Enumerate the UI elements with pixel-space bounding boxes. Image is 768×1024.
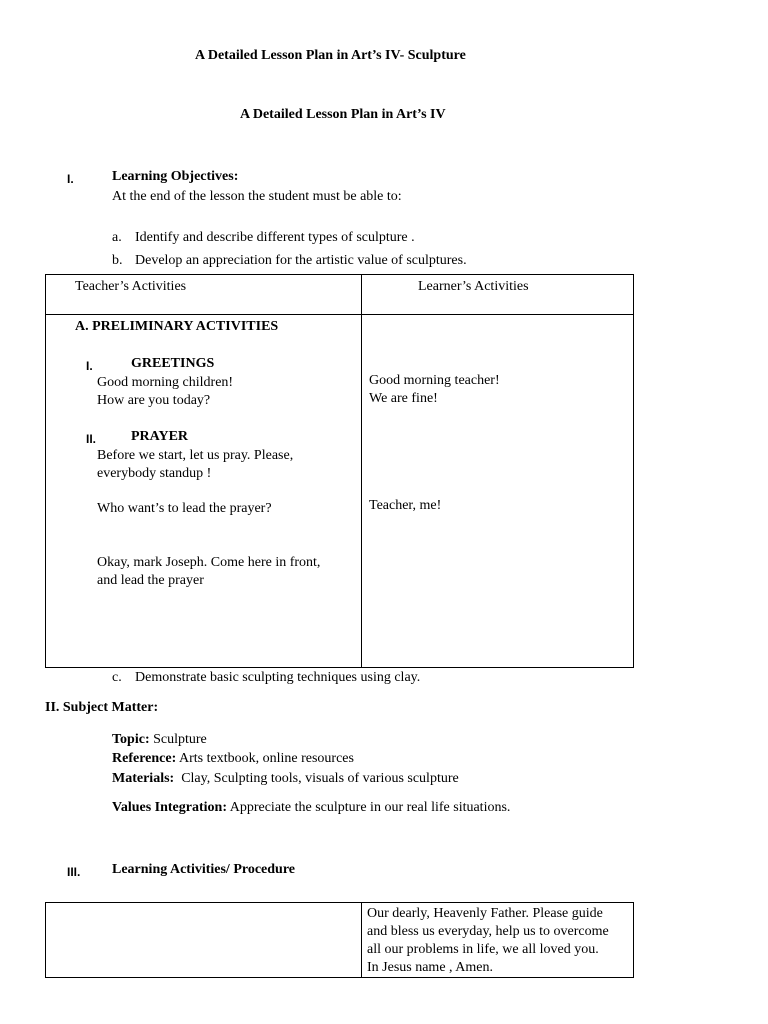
teacher-okay-line-2: and lead the prayer: [97, 573, 204, 588]
section-1-intro: At the end of the lesson the student must be able to:: [112, 189, 402, 204]
section-2-heading: II. Subject Matter:: [45, 700, 159, 715]
activities-table-divider: [361, 274, 362, 668]
procedure-table-divider: [361, 902, 362, 978]
reference-value: Arts textbook, online resources: [176, 751, 354, 766]
section-1-numeral: I.: [67, 172, 74, 186]
materials-line: [112, 770, 459, 788]
learner-greeting-line-2: We are fine!: [369, 391, 438, 406]
teacher-okay-line-1: Okay, mark Joseph. Come here in front,: [97, 555, 321, 570]
materials-label: Materials:: [112, 771, 175, 786]
teacher-prayer-line-1: Before we start, let us pray. Please,: [97, 448, 294, 463]
objective-b-text: Develop an appreciation for the artistic value of sculptures.: [135, 253, 467, 268]
reference-label: Reference:: [112, 751, 177, 766]
preliminary-activities-heading: A. PRELIMINARY ACTIVITIES: [75, 319, 279, 334]
learner-volunteer: Teacher, me!: [369, 498, 442, 513]
teacher-greeting-line-1: Good morning children!: [97, 375, 234, 390]
materials-value: Clay, Sculpting tools, visuals of various sculpture: [174, 771, 459, 786]
prayer-text-line-2: and bless us everyday, help us to overcome: [367, 924, 609, 939]
activities-table-header-rule: [45, 314, 634, 315]
values-integration-label: Values Integration:: [112, 800, 227, 815]
topic-value: Sculpture: [149, 732, 207, 747]
objective-b-letter: b.: [112, 253, 123, 268]
objective-c-letter: c.: [112, 670, 122, 685]
values-integration-value: Appreciate the sculpture in our real life situations.: [227, 800, 511, 815]
objective-c-text: Demonstrate basic sculpting techniques using clay.: [135, 670, 421, 685]
header-teacher-activities: Teacher’s Activities: [75, 279, 187, 294]
section-1-heading: Learning Objectives:: [112, 169, 239, 184]
greetings-numeral: I.: [86, 359, 93, 373]
objective-a-letter: a.: [112, 230, 122, 245]
document-subtitle: A Detailed Lesson Plan in Art’s IV: [240, 107, 446, 122]
values-integration-line: [112, 799, 510, 817]
section-3-heading: Learning Activities/ Procedure: [112, 862, 296, 877]
prayer-heading: PRAYER: [131, 429, 189, 444]
section-3-numeral: III.: [67, 865, 81, 879]
header-learner-activities: Learner’s Activities: [418, 279, 529, 294]
document-title: A Detailed Lesson Plan in Art’s IV- Sculpture: [195, 48, 466, 63]
teacher-prayer-line-2: everybody standup !: [97, 466, 212, 481]
reference-line: [112, 750, 354, 768]
teacher-greeting-line-2: How are you today?: [97, 393, 211, 408]
topic-label: Topic:: [112, 732, 150, 747]
learner-greeting-line-1: Good morning teacher!: [369, 373, 500, 388]
prayer-numeral: II.: [86, 432, 97, 446]
objective-a-text: Identify and describe different types of sculpture .: [135, 230, 415, 245]
teacher-lead-question: Who want’s to lead the prayer?: [97, 501, 272, 516]
prayer-text-line-1: Our dearly, Heavenly Father. Please guide: [367, 906, 603, 921]
prayer-text-line-4: In Jesus name , Amen.: [367, 960, 493, 975]
greetings-heading: GREETINGS: [131, 356, 215, 371]
topic-line: [112, 731, 207, 749]
prayer-text-line-3: all our problems in life, we all loved you.: [367, 942, 599, 957]
